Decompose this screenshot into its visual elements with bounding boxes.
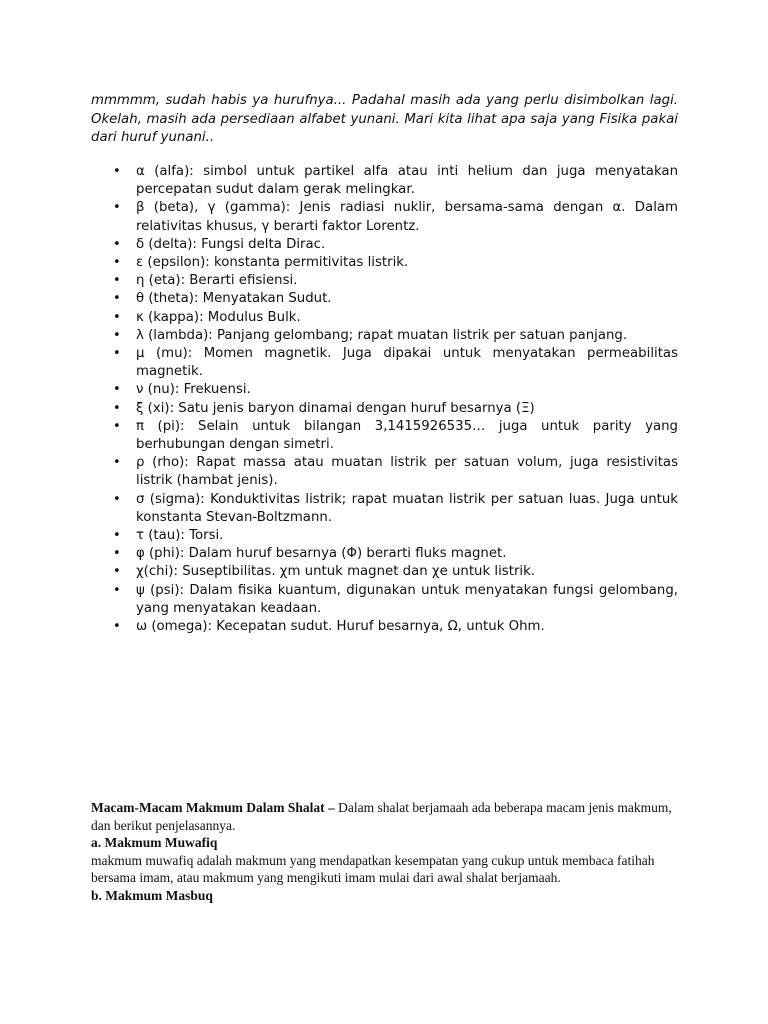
list-item: • σ (sigma): Konduktivitas listrik; rapat muatan listrik per satuan luas. Juga untuk konstanta Stevan-Boltzmann. — [136, 491, 678, 527]
heading-makmum-muwafiq: a. Makmum Muwafiq — [91, 835, 218, 851]
list-item: • ψ (psi): Dalam fisika kuantum, digunakan untuk menyatakan fungsi gelombang, yang menyatakan keadaan. — [136, 582, 678, 618]
list-item: • ε (epsilon): konstanta permitivitas listrik. — [136, 254, 678, 272]
list-item: • χ(chi): Suseptibilitas. χm untuk magnet dan χe untuk listrik. — [136, 563, 678, 581]
list-item: • α (alfa): simbol untuk partikel alfa atau inti helium dan juga menyatakan percepatan sudut dalam gerak melingkar. — [136, 163, 678, 199]
heading-makmum-masbuq: b. Makmum Masbuq — [91, 887, 213, 903]
list-item: • θ (theta): Menyatakan Sudut. — [136, 290, 678, 308]
list-item: • ξ (xi): Satu jenis baryon dinamai dengan huruf besarnya (Ξ) — [136, 400, 678, 418]
list-item: • ρ (rho): Rapat massa atau muatan listrik per satuan volum, juga resistivitas listrik (hambat jenis). — [136, 454, 678, 490]
makmum-muwafiq-text: makmum muwafiq adalah makmum yang mendapatkan kesempatan yang cukup untuk membaca fatihah bersama imam, atau makmum yang mengikuti imam mulai dari awal shalat berjamaah. — [91, 852, 655, 886]
makmum-title: Macam-Macam Makmum Dalam Shalat – — [91, 800, 335, 815]
list-item: • π (pi): Selain untuk bilangan 3,1415926535… juga untuk parity yang berhubungan dengan simetri. — [136, 418, 678, 454]
list-item: • λ (lambda): Panjang gelombang; rapat muatan listrik per satuan panjang. — [136, 327, 678, 345]
list-item: • ω (omega): Kecepatan sudut. Huruf besarnya, Ω, untuk Ohm. — [136, 618, 678, 636]
list-item: • ν (nu): Frekuensi. — [136, 381, 678, 399]
list-item: • η (eta): Berarti efisiensi. — [136, 272, 678, 290]
greek-symbol-list — [136, 163, 678, 636]
list-item: • β (beta), γ (gamma): Jenis radiasi nuklir, bersama-sama dengan α. Dalam relativitas khusus, γ berarti faktor Lorentz. — [136, 199, 678, 235]
makmum-intro-paragraph — [91, 799, 691, 834]
list-item: • τ (tau): Torsi. — [136, 527, 678, 545]
list-item: • φ (phi): Dalam huruf besarnya (Φ) berarti fluks magnet. — [136, 545, 678, 563]
makmum-section — [91, 799, 691, 905]
list-item: • κ (kappa): Modulus Bulk. — [136, 309, 678, 327]
makmum-intro-text: Dalam shalat berjamaah ada beberapa macam jenis makmum, dan berikut penjelasannya. — [91, 800, 672, 833]
intro-paragraph: mmmmm, sudah habis ya hurufnya... Padahal masih ada yang perlu disimbolkan lagi. Okelah, masih ada persediaan alfabet yunani. Mari kita lihat apa saja yang Fisika pakai dari huruf yunani.. — [91, 93, 678, 145]
list-item: • μ (mu): Momen magnetik. Juga dipakai untuk menyatakan permeabilitas magnetik. — [136, 345, 678, 381]
list-item: • δ (delta): Fungsi delta Dirac. — [136, 236, 678, 254]
